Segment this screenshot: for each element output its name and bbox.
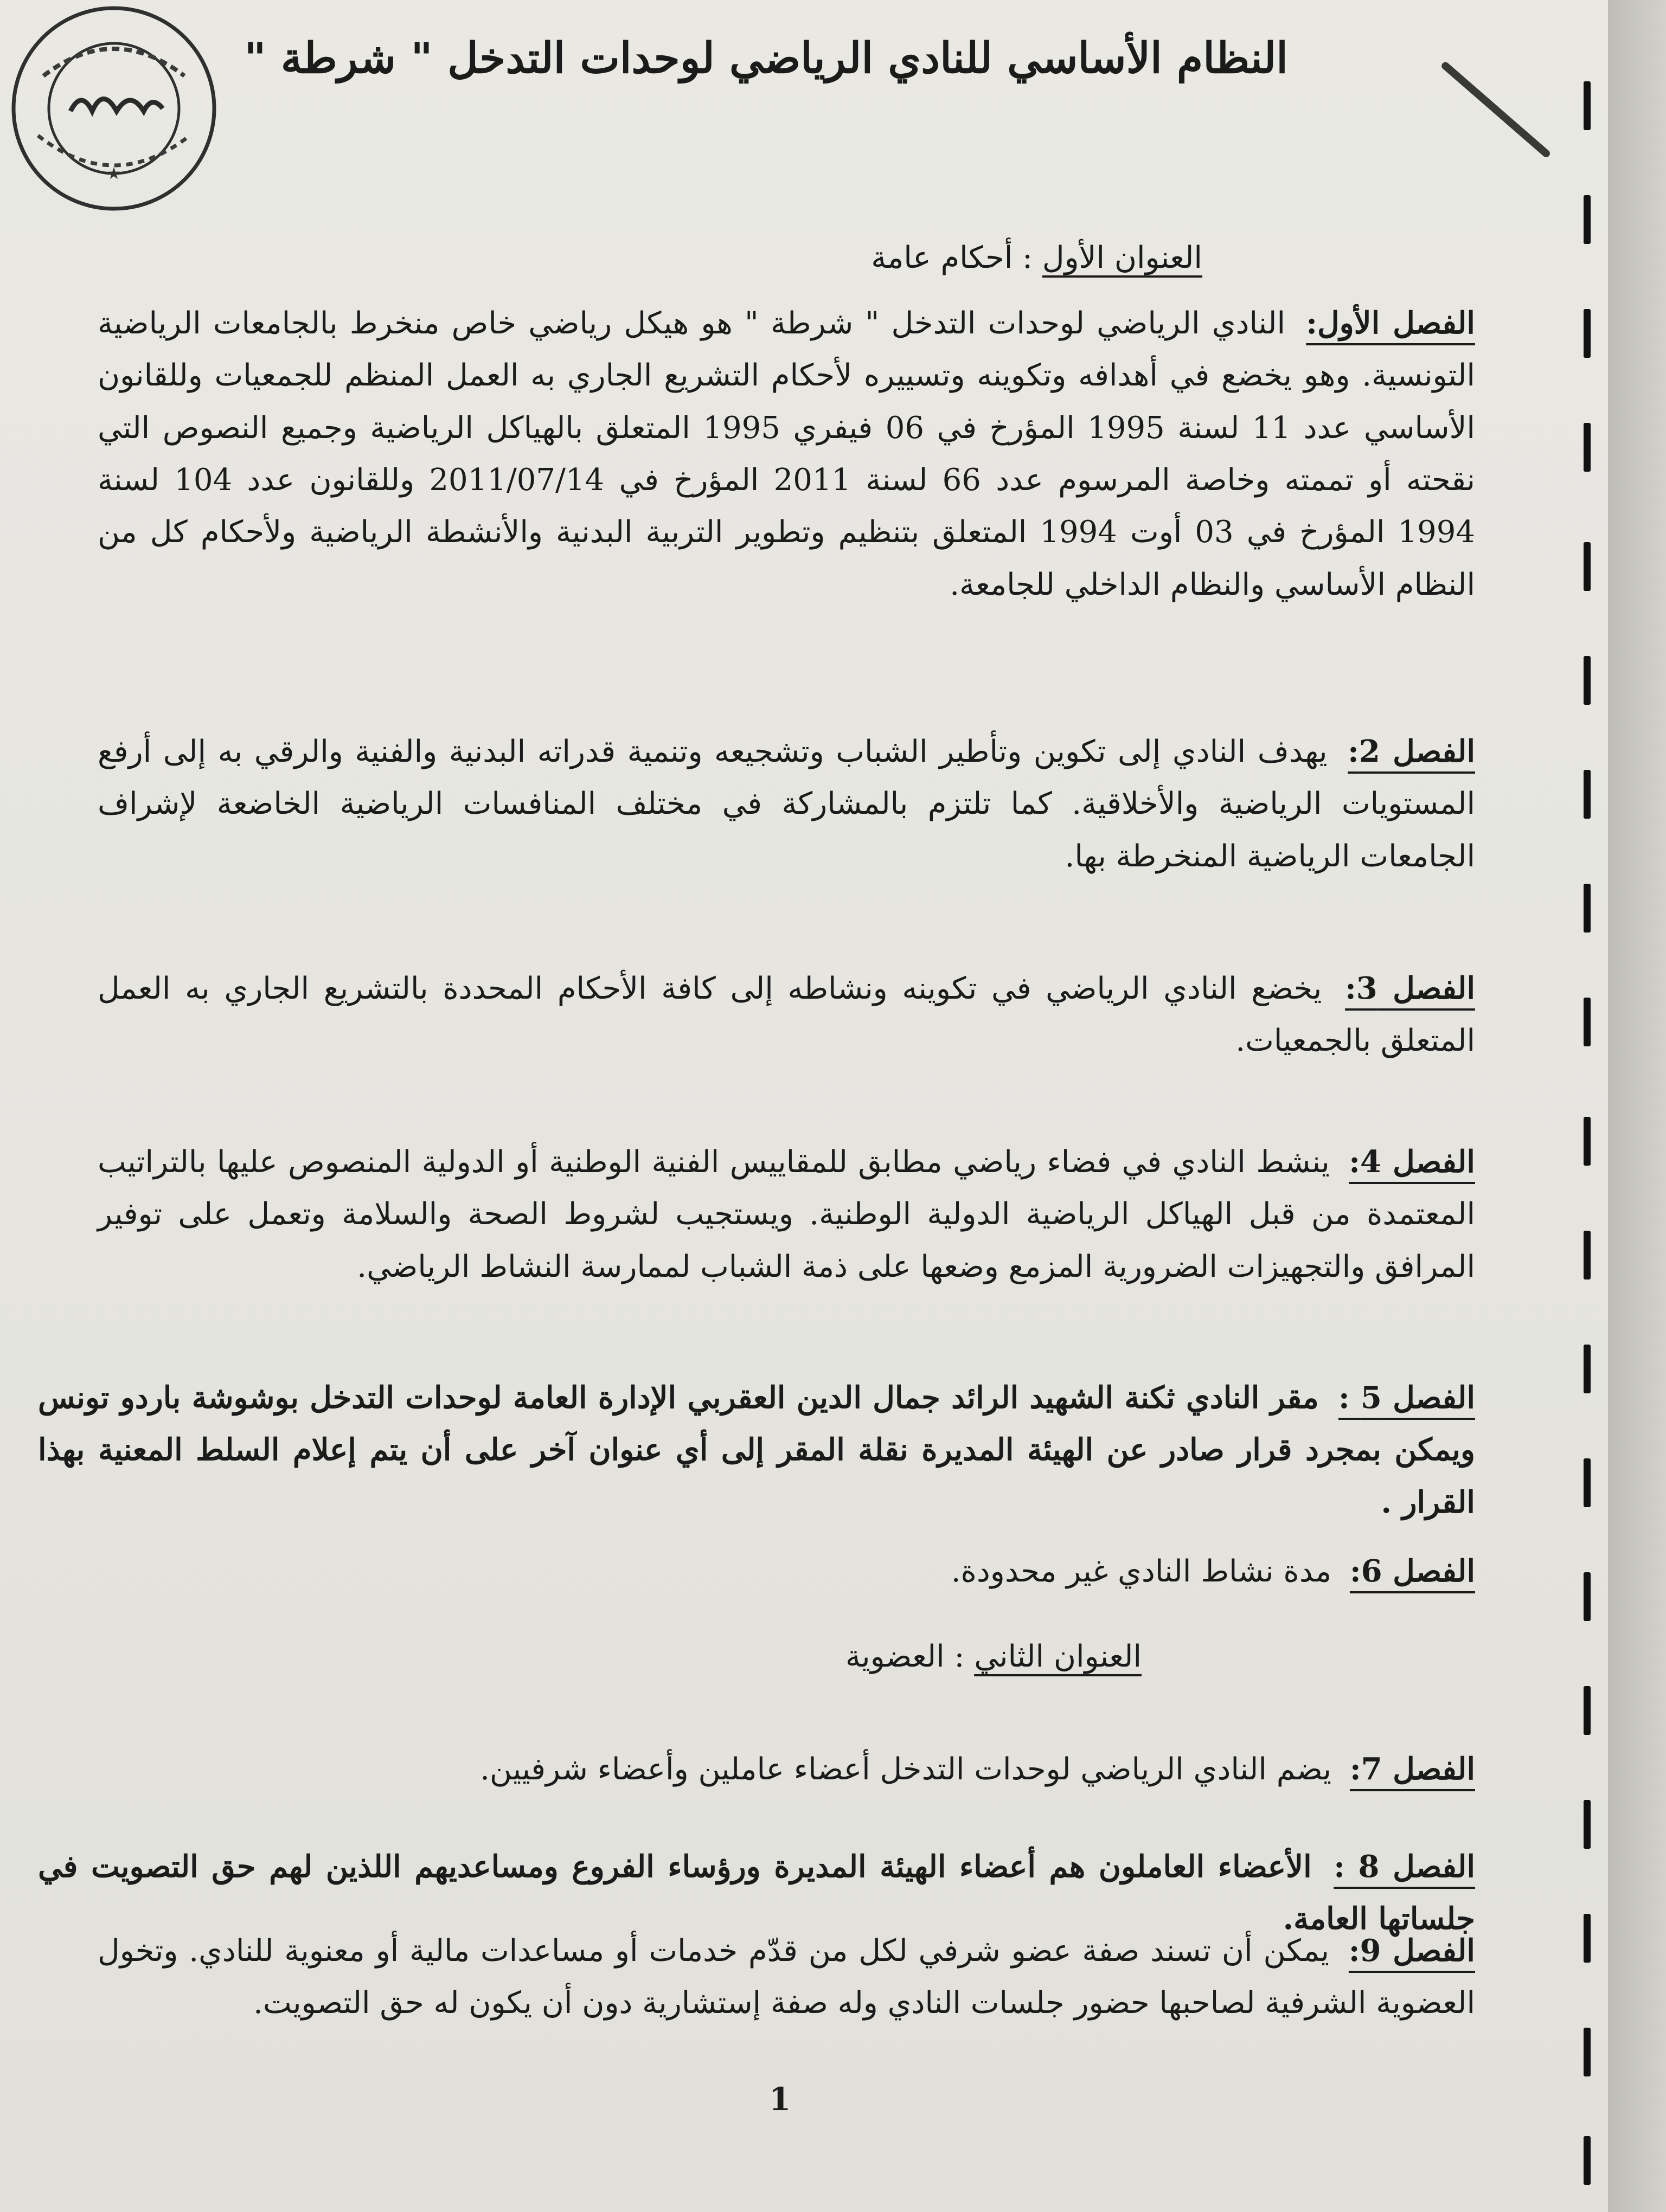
page-number: 1 [768,2081,791,2118]
article-label: الفصل 2: [1348,734,1475,769]
article-text: مقر النادي ثكنة الشهيد الرائد جمال الدين العقربي الإدارة العامة لوحدات التدخل بوشوشة باردو تونس ويمكن بمجرد قرار صادر عن الهيئة المديرة نقلة المقر إلى أي عنوان آخر على أن يتم إعلام السلط المعنية بهذا القرار . [38,1380,1475,1520]
article-text: مدة نشاط النادي غير محدودة. [951,1554,1332,1589]
article-label: الفصل 3: [1345,970,1476,1006]
binding-hole-mark [1584,542,1591,591]
article-6 [98,1545,1475,1598]
binding-hole-mark [1584,1800,1591,1849]
binding-hole-mark [1584,1458,1591,1507]
binding-hole-mark [1584,195,1591,244]
article-7 [98,1743,1475,1796]
article-text: يضم النادي الرياضي لوحدات التدخل أعضاء عاملين وأعضاء شرفيين. [480,1752,1332,1787]
binding-hole-mark [1584,1572,1591,1621]
section-heading-separator: : [944,1639,975,1674]
binding-hole-mark [1584,1345,1591,1393]
binding-hole-mark [1584,884,1591,933]
binding-hole-mark [1584,998,1591,1046]
article-label: الفصل 6: [1349,1553,1475,1589]
section-heading-name: أحكام عامة [871,240,1013,275]
club-stamp [5,0,222,217]
binding-hole-mark [1584,81,1591,130]
binding-hole-mark [1584,1914,1591,1963]
article-1 [98,297,1475,611]
article-label: الفصل الأول: [1306,305,1475,341]
article-label: الفصل 4: [1349,1144,1475,1180]
article-4 [98,1136,1475,1293]
binding-hole-mark [1584,2136,1591,2185]
section-heading-2 [845,1637,1142,1677]
binding-hole-mark [1584,770,1591,819]
section-heading-name: العضوية [845,1639,945,1674]
section-heading-1 [871,239,1202,278]
binding-hole-mark [1584,1117,1591,1166]
binder-edge [1608,0,1666,2212]
article-label: الفصل 8 : [1334,1849,1476,1885]
article-2 [98,725,1475,883]
article-label: الفصل 7: [1349,1751,1475,1787]
binding-hole-mark [1584,2028,1591,2076]
section-heading-label: العنوان الثاني [974,1639,1142,1674]
binding-hole-mark [1584,1231,1591,1279]
article-5 [38,1372,1475,1528]
article-text: الأعضاء العاملون هم أعضاء الهيئة المديرة ورؤساء الفروع ومساعديهم اللذين لهم حق التصويت في جلساتها العامة. [38,1849,1475,1937]
article-label: الفصل 9: [1348,1933,1475,1969]
binding-hole-mark [1584,656,1591,705]
binding-hole-mark [1584,309,1591,358]
pen-stroke [1440,61,1551,159]
article-label: الفصل 5 : [1338,1380,1476,1416]
section-heading-label: العنوان الأول [1042,240,1202,275]
svg-text:★: ★ [106,164,121,183]
section-heading-separator: : [1013,240,1042,275]
article-text: يخضع النادي الرياضي في تكوينه ونشاطه إلى كافة الأحكام المحددة بالتشريع الجاري به العمل المتعلق بالجمعيات. [98,971,1475,1059]
binding-hole-mark [1584,1686,1591,1735]
article-text: النادي الرياضي لوحدات التدخل " شرطة " هو هيكل رياضي خاص منخرط بالجامعات الرياضية التونسية. وهو يخضع في أهدافه وتكوينه وتسييره لأحكام التشريع الجاري به العمل المنظم للجمعيات وللقانون الأساسي عدد 11 لسنة 1995 المؤرخ في 06 فيفري 1995 المتعلق بالهياكل الرياضية وجميع النصوص التي نقحته أو تممته وخاصة المرسوم عدد 66 لسنة 2011 المؤرخ في 2011/07/14 وللقانون عدد 104 لسنة 1994 المؤرخ في 03 أوت 1994 المتعلق بتنظيم وتطوير التربية البدنية والأنشطة الرياضية ولأحكام كل من النظام الأساسي والنظام الداخلي للجامعة. [98,306,1475,602]
article-9 [98,1925,1475,2030]
binding-hole-mark [1584,423,1591,472]
article-text: ينشط النادي في فضاء رياضي مطابق للمقاييس الفنية الوطنية أو الدولية المنصوص عليها بالتراتيب المعتمدة من قبل الهياكل الرياضية الدولية الوطنية. ويستجيب لشروط الصحة والسلامة وتعمل على توفير المرافق والتجهيزات الضرورية المزمع وضعها على ذمة الشباب لممارسة النشاط الرياضي. [98,1144,1476,1284]
article-3 [98,962,1475,1068]
document-title: النظام الأساسي للنادي الرياضي لوحدات التدخل " شرطة " [244,34,1288,83]
article-text: يمكن أن تسند صفة عضو شرفي لكل من قدّم خدمات أو مساعدات مالية أو معنوية للنادي. وتخول العضوية الشرفية لصاحبها حضور جلسات النادي وله صفة إستشارية دون أن يكون له حق التصويت. [98,1933,1475,2021]
article-text: يهدف النادي إلى تكوين وتأطير الشباب وتشجيعه وتنمية قدراته البدنية والفنية والرقي به إلى أرفع المستويات الرياضية والأخلاقية. كما تلتزم بالمشاركة في مختلف المنافسات الرياضية الخاضعة لإشراف الجامعات الرياضية المنخرطة بها. [98,734,1475,874]
